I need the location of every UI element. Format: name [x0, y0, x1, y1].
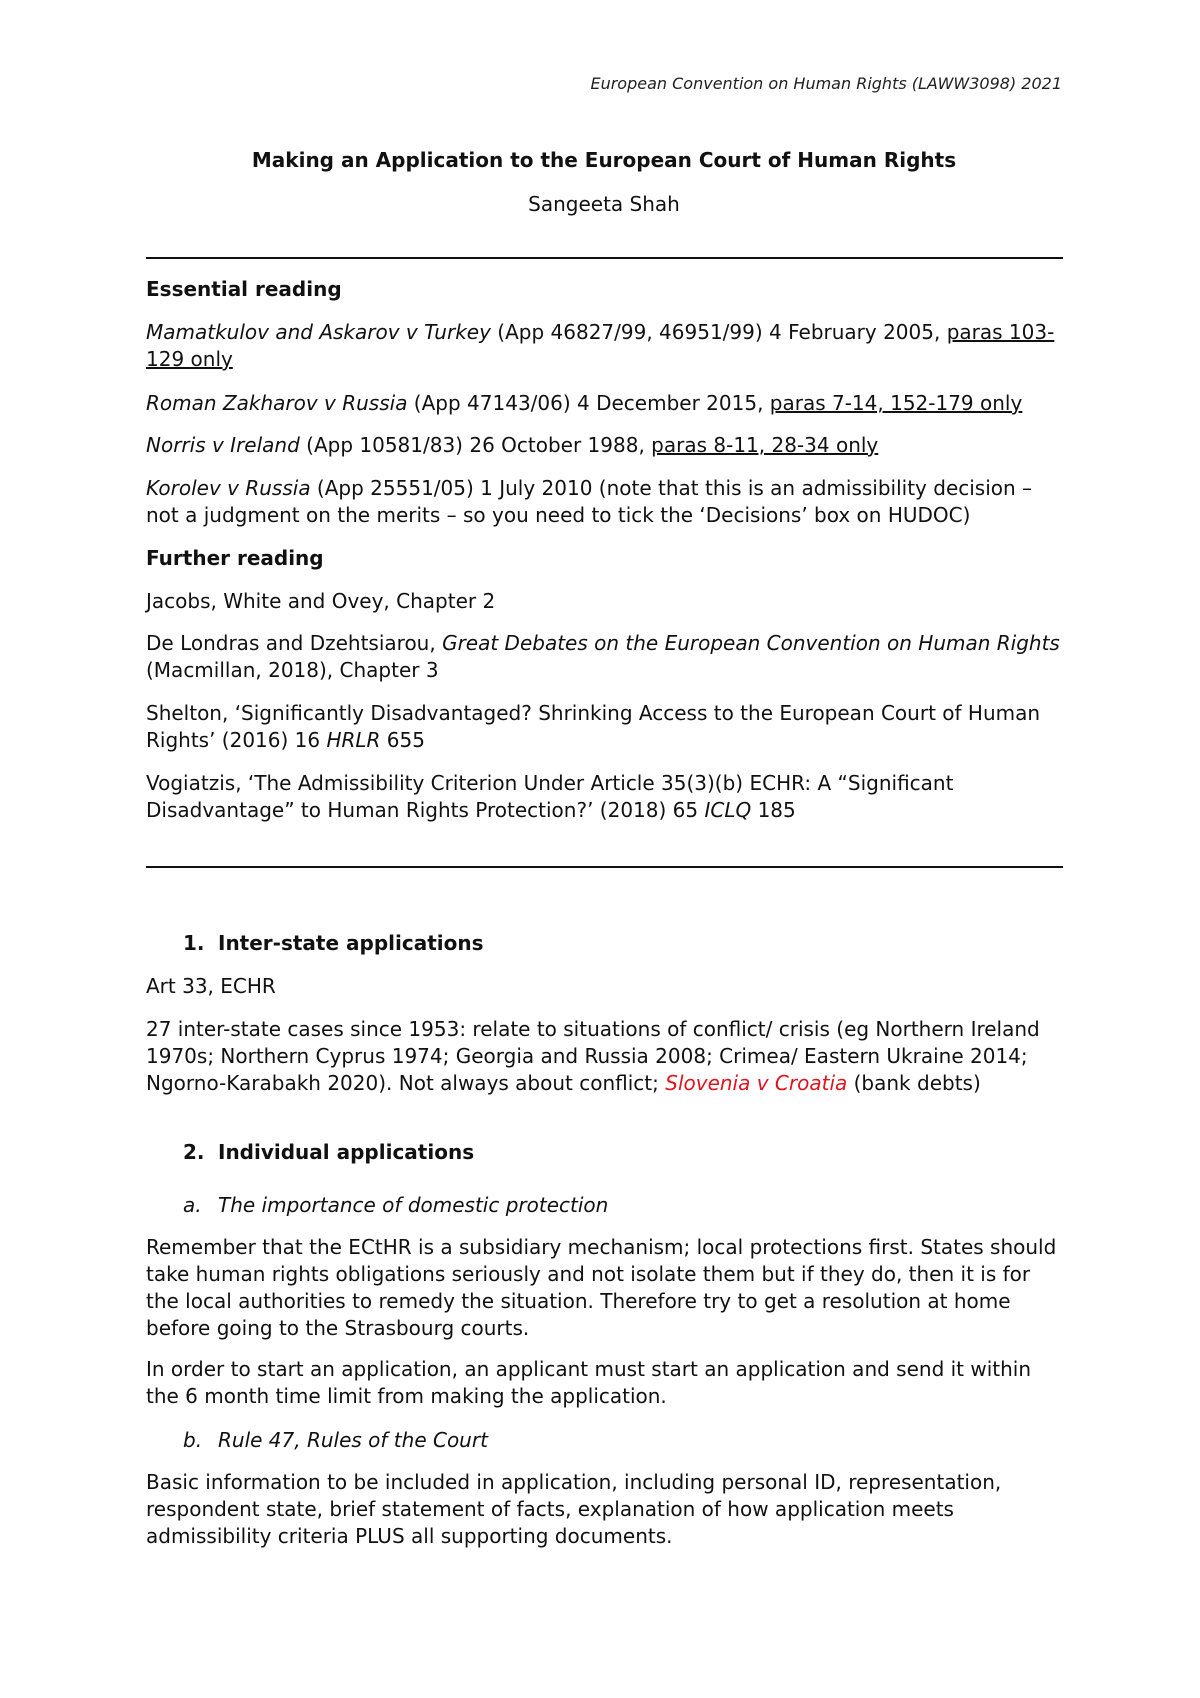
further-reading-heading: Further reading [146, 546, 324, 570]
section-2-para-3: Basic information to be included in application, including personal ID, representation, respondent state, brief statement of facts, explanation of how application meets admissibility criteria PLUS all supporting documents. [146, 1470, 1002, 1548]
essential-item-2: Roman Zakharov v Russia (App 47143/06) 4 December 2015, paras 7-14, 152-179 only [146, 391, 1023, 415]
paras-link: paras 103-129 only [146, 320, 1055, 371]
essential-item-4: Korolev v Russia (App 25551/05) 1 July 2010 (note that this is an admissibility decision – not a judgment on the merits – so you need to tick the ‘Decisions’ box on HUDOC) [146, 476, 1033, 527]
highlighted-case: Slovenia v Croatia [665, 1071, 848, 1095]
section-2-number: 2. [183, 1140, 205, 1164]
case-name: Mamatkulov and Askarov v Turkey [146, 320, 491, 344]
further-item-3: Shelton, ‘Significantly Disadvantaged? Shrinking Access to the European Court of Human Rights’ (2016) 16 HRLR 655 [146, 701, 1041, 752]
subsection-b-letter: b. [183, 1428, 203, 1452]
section-1-number: 1. [183, 931, 205, 955]
top-divider [146, 257, 1063, 259]
section-2-para-2: In order to start an application, an applicant must start an application and send it within the 6 month time limit from making the application. [146, 1357, 1032, 1408]
paras-link: paras 7-14, 152-179 only [769, 391, 1023, 415]
essential-reading-heading: Essential reading [146, 277, 342, 301]
section-1-ref: Art 33, ECHR [146, 974, 276, 998]
paras-link: paras 8-11, 28-34 only [651, 433, 879, 457]
section-1-heading: Inter-state applications [218, 931, 484, 955]
case-name: Roman Zakharov v Russia [146, 391, 408, 415]
section-1-body: 27 inter-state cases since 1953: relate to situations of conflict/ crisis (eg Northern Ireland 1970s; Northern Cyprus 1974; Georgia and Russia 2008; Crimea/ Eastern Ukraine 2014; Ngorno-Karabakh 2020). Not always about conflict; Slovenia v Croatia (bank debts) [146, 1017, 1040, 1095]
essential-item-1: Mamatkulov and Askarov v Turkey (App 46827/99, 46951/99) 4 February 2005, paras 103-129 only [146, 320, 1055, 371]
subsection-b-title: Rule 47, Rules of the Court [218, 1428, 488, 1452]
author-name: Sangeeta Shah [528, 192, 680, 216]
document-title: Making an Application to the European Court of Human Rights [251, 148, 957, 172]
subsection-a-title: The importance of domestic protection [218, 1193, 609, 1217]
running-header: European Convention on Human Rights (LAWW3098) 2021 [590, 74, 1062, 93]
essential-item-3: Norris v Ireland (App 10581/83) 26 October 1988, paras 8-11, 28-34 only [146, 433, 879, 457]
bottom-divider [146, 866, 1063, 868]
case-name: Norris v Ireland [146, 433, 300, 457]
further-item-4: Vogiatzis, ‘The Admissibility Criterion Under Article 35(3)(b) ECHR: A “Significant Disadvantage” to Human Rights Protection?’ (2018) 65 ICLQ 185 [146, 771, 954, 822]
section-2-para-1: Remember that the ECtHR is a subsidiary mechanism; local protections first. States should take human rights obligations seriously and not isolate them but if they do, then it is for the local authorities to remedy the situation. Therefore try to get a resolution at home before going to the Strasbourg courts. [146, 1235, 1057, 1340]
section-2-heading: Individual applications [218, 1140, 475, 1164]
case-name: Korolev v Russia [146, 476, 311, 500]
further-item-2: De Londras and Dzehtsiarou, Great Debates on the European Convention on Human Rights (Macmillan, 2018), Chapter 3 [146, 631, 1060, 682]
subsection-a-letter: a. [183, 1193, 202, 1217]
further-item-1: Jacobs, White and Ovey, Chapter 2 [146, 589, 496, 613]
